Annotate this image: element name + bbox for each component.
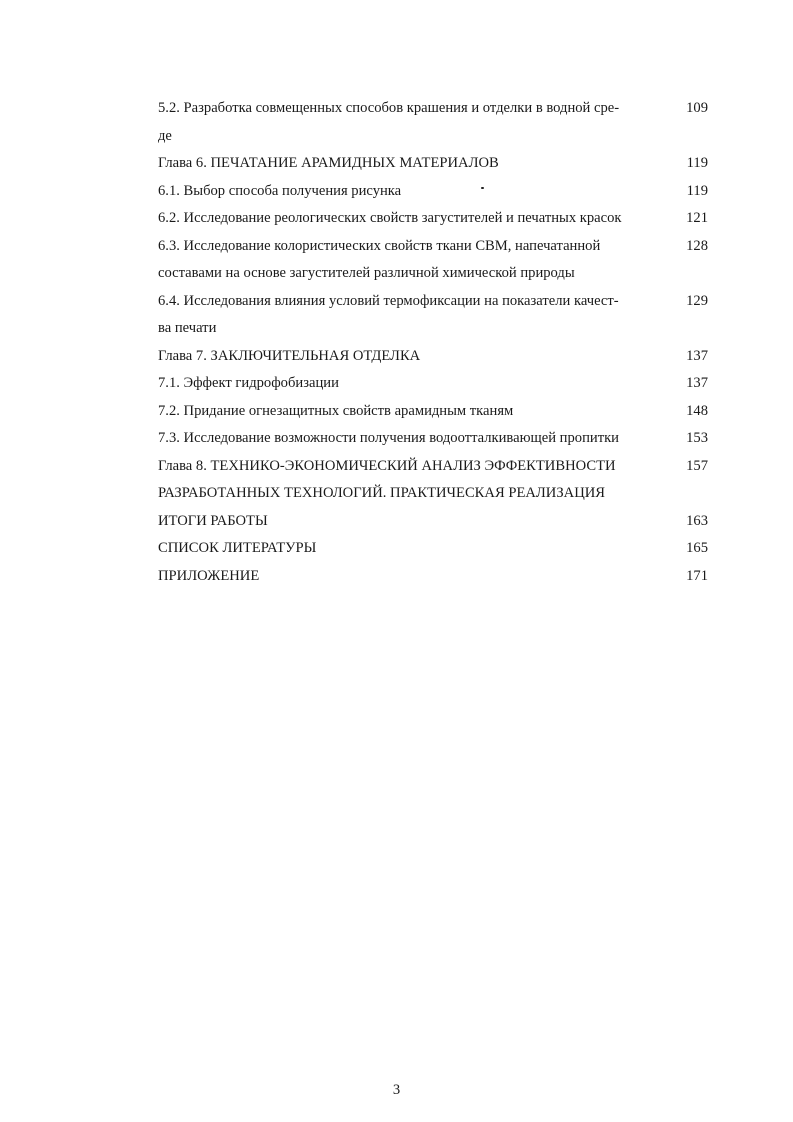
toc-entry-title: СПИСОК ЛИТЕРАТУРЫ [158,540,317,556]
toc-entry-6-2 [158,205,708,233]
toc-entry-title: 6.3. Исследование колористических свойств ткани СВМ, напечатанной составами на основе загустителей различной химической природы [158,237,601,281]
toc-entry-chapter-8 [158,453,708,508]
toc-entry-title: 5.2. Разработка совмещенных способов крашения и отделки в водной сре- де [158,100,620,144]
toc-entry-title: ИТОГИ РАБОТЫ [158,512,268,529]
toc-entry-page: 163 [686,512,708,529]
toc-entry-page: 137 [686,347,708,364]
toc-entry-6-3 [158,233,708,288]
toc-entry-title: Глава 6. ПЕЧАТАНИЕ АРАМИДНЫХ МАТЕРИАЛОВ [158,155,499,171]
toc-entry-title: 6.2. Исследование реологических свойств загустителей и печатных красок [158,210,622,226]
toc-entry-title: 7.2. Придание огнезащитных свойств арамидным тканям [158,402,514,419]
toc-entry-page: 148 [686,402,708,419]
toc-entry-page: 109 [686,100,708,116]
toc-entry-page: 128 [686,237,708,254]
toc-entry-7-3 [158,425,708,453]
toc-entry-page: 165 [686,540,708,556]
toc-entry-results [158,508,708,536]
page-number: 3 [392,1082,401,1098]
toc-entry-page: 119 [686,155,708,171]
toc-entry-5-2 [158,95,708,150]
toc-entry-title: ПРИЛОЖЕНИЕ [158,567,260,584]
toc-entry-chapter-7 [158,343,708,371]
toc-entry-references [158,535,708,563]
scan-speck [481,187,484,189]
toc-entry-title: Глава 7. ЗАКЛЮЧИТЕЛЬНАЯ ОТДЕЛКА [158,347,421,364]
toc-entry-page: 129 [686,292,708,309]
toc-entry-appendix [158,563,708,591]
toc-entry-title: 7.3. Исследование возможности получения водоотталкивающей пропитки [158,430,619,446]
toc-entry-6-4 [158,288,708,343]
table-of-contents [158,95,708,590]
toc-entry-chapter-6 [158,150,708,178]
toc-entry-title: 6.1. Выбор способа получения рисунка [158,182,402,199]
toc-entry-7-1 [158,370,708,398]
toc-entry-page: 171 [686,567,708,584]
toc-entry-page: 153 [686,430,708,446]
toc-entry-page: 137 [686,375,708,391]
toc-entry-title: 7.1. Эффект гидрофобизации [158,375,339,391]
toc-entry-title: Глава 8. ТЕХНИКО-ЭКОНОМИЧЕСКИЙ АНАЛИЗ ЭФФЕКТИВНОСТИ РАЗРАБОТАННЫХ ТЕХНОЛОГИЙ. ПРАКТИЧЕСКАЯ РЕАЛИЗАЦИЯ [158,457,616,501]
toc-entry-6-1 [158,178,708,206]
toc-entry-page: 121 [686,210,708,226]
toc-entry-page: 119 [686,182,708,199]
toc-entry-page: 157 [686,457,708,474]
toc-entry-title: 6.4. Исследования влияния условий термофиксации на показатели качест- ва печати [158,292,619,336]
toc-entry-7-2 [158,398,708,426]
